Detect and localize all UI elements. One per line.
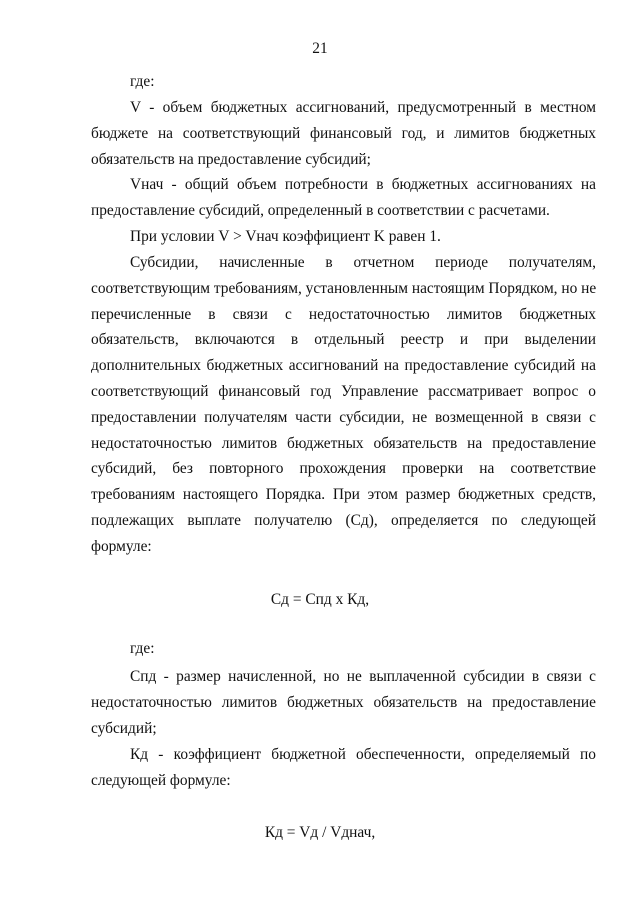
text-line: Кд - коэффициент бюджетной обеспеченности, определяемый по xyxy=(130,746,596,763)
text-line: где: xyxy=(130,73,155,90)
formula-kd: Кд = Vд / Vднач, xyxy=(264,824,376,841)
paragraph-subsidies xyxy=(91,250,596,560)
page-number: 21 xyxy=(312,40,328,57)
paragraph-where-1 xyxy=(91,69,596,95)
text-line: V - объем бюджетных ассигнований, предусмотренный в местном xyxy=(130,99,596,116)
paragraph-spd-definition xyxy=(91,664,596,741)
text-line: соответствующий финансовый год Управление рассматривает вопрос о xyxy=(91,382,596,400)
text-line: Субсидии, начисленные в отчетном периоде получателям, xyxy=(130,254,596,271)
text-line: предоставлении получателям части субсидии, не возмещенной в связи с xyxy=(91,408,596,426)
text-line: формуле: xyxy=(91,537,152,555)
paragraph-v-definition xyxy=(91,95,596,172)
text-line: предоставление субсидий, определенный в соответствии с расчетами. xyxy=(91,201,550,219)
text-line: Спд - размер начисленной, но не выплаченной субсидии в связи с xyxy=(130,668,596,685)
text-line: субсидий, без повторного прохождения проверки на соответствие xyxy=(91,460,596,478)
text-line: бюджете на соответствующий финансовый год, и лимитов бюджетных xyxy=(91,124,596,142)
text-line: соответствующим требованиям, установленным настоящим Порядком, но не xyxy=(91,279,597,297)
text-line: где: xyxy=(130,640,155,657)
text-line: обязательств, включаются в отдельный реестр и при выделении xyxy=(91,331,596,349)
text-line: дополнительных бюджетных ассигнований на предоставление субсидий на xyxy=(91,357,596,375)
text-line: требованиям настоящего Порядка. При этом размер бюджетных средств, xyxy=(91,486,596,504)
text-line: перечисленные в связи с недостаточностью лимитов бюджетных xyxy=(91,305,596,323)
text-line: Vнач - общий объем потребности в бюджетных ассигнованиях на xyxy=(130,176,596,193)
text-line: недостаточностью лимитов бюджетных обязательств на предоставление xyxy=(91,434,596,452)
paragraph-kd-definition xyxy=(91,742,596,794)
paragraph-condition xyxy=(91,224,596,250)
text-line: субсидий; xyxy=(91,719,157,737)
formula-sd: Сд = Спд x Кд, xyxy=(270,591,370,608)
paragraph-where-2 xyxy=(91,636,596,662)
text-line: недостаточностью лимитов бюджетных обязательств на предоставление xyxy=(91,693,596,711)
text-line: подлежащих выплате получателю (Сд), определяется по следующей xyxy=(91,511,596,529)
text-line: обязательств на предоставление субсидий; xyxy=(91,150,371,168)
text-line: следующей формуле: xyxy=(91,771,231,789)
paragraph-vnach-definition xyxy=(91,172,596,224)
text-line: При условии V > Vнач коэффициент K равен 1. xyxy=(130,228,441,245)
